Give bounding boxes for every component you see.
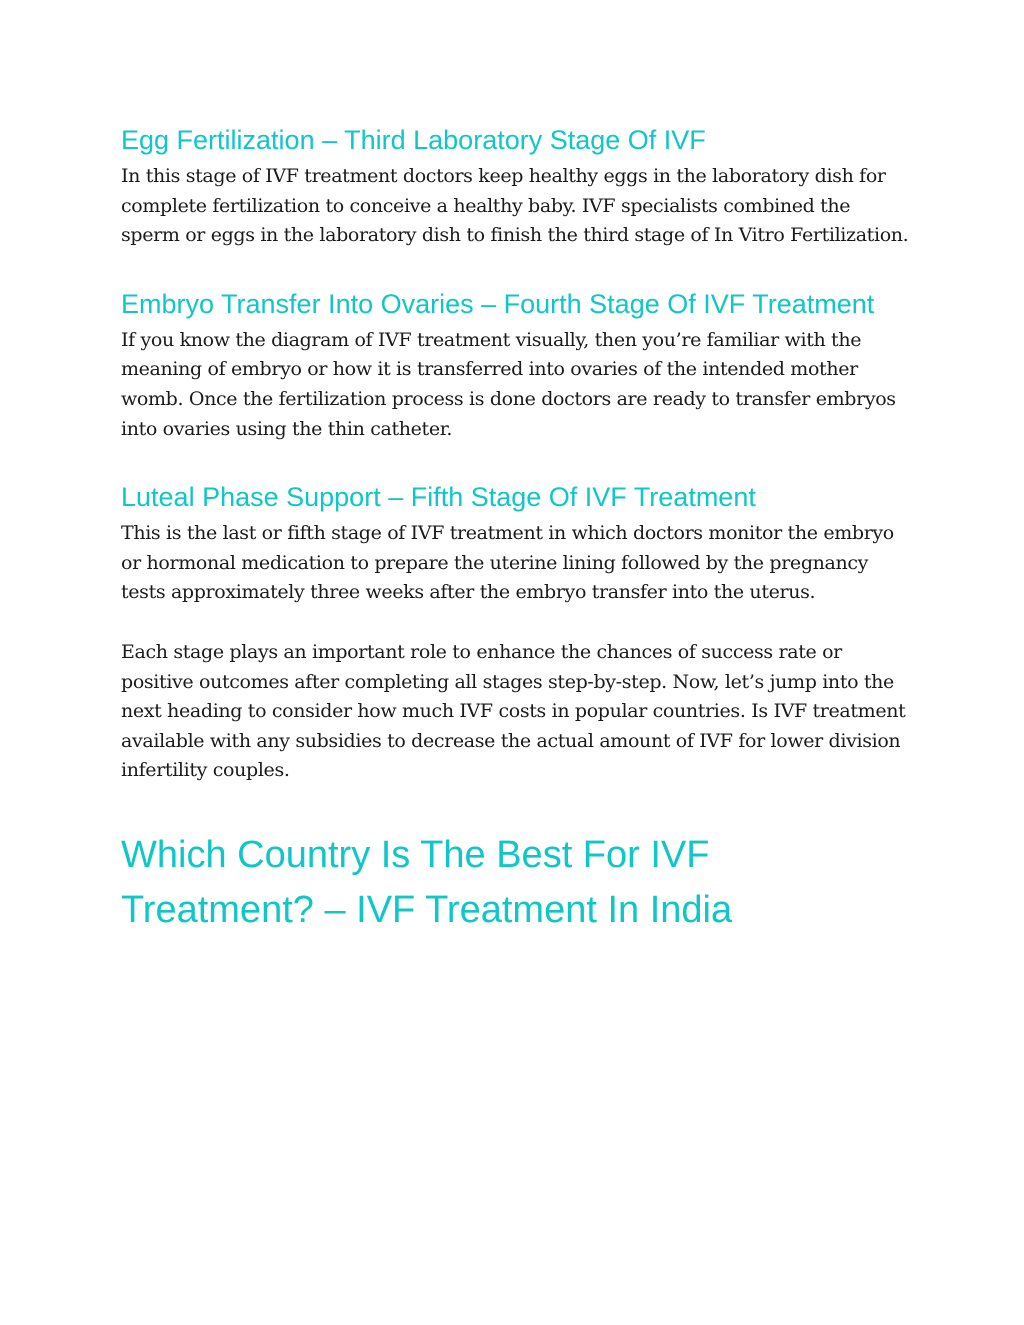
section-paragraph-luteal-phase: This is the last or fifth stage of IVF treatment in which doctors monitor the embryo or hormonal medication to prepare the uterine lining followed by the pregnancy tests approximately three weeks after the embryo transfer into the uterus. xyxy=(121,522,894,604)
document-page xyxy=(121,118,911,938)
section-heading-embryo-transfer: Embryo Transfer Into Ovaries – Fourth Stage Of IVF Treatment xyxy=(121,288,875,319)
section-paragraph-embryo-transfer: If you know the diagram of IVF treatment visually, then you’re familiar with the meaning of embryo or how it is transferred into ovaries of the intended mother womb. Once the fertilization process is done doctors are ready to transfer embryos into ovaries using the thin catheter. xyxy=(121,328,896,440)
spacer xyxy=(121,608,911,638)
main-heading-best-country: Which Country Is The Best For IVF Treatment? – IVF Treatment In India xyxy=(121,833,733,931)
spacer xyxy=(121,251,911,282)
spacer xyxy=(121,786,911,828)
section-heading-egg-fertilization: Egg Fertilization – Third Laboratory Stage Of IVF xyxy=(121,125,706,155)
section-heading-luteal-phase: Luteal Phase Support – Fifth Stage Of IVF Treatment xyxy=(121,482,756,513)
spacer xyxy=(121,444,911,475)
section-paragraph-egg-fertilization: In this stage of IVF treatment doctors keep healthy eggs in the laboratory dish for complete fertilization to conceive a healthy baby. IVF specialists combined the sperm or eggs in the laboratory dish to finish the third stage of In Vitro Fertilization. xyxy=(121,165,909,247)
closing-paragraph: Each stage plays an important role to enhance the chances of success rate or positive outcomes after completing all stages step-by-step. Now, let’s jump into the next heading to consider how much IVF costs in popular countries. Is IVF treatment available with any subsidies to decrease the actual amount of IVF for lower division infertility couples. xyxy=(121,640,906,782)
